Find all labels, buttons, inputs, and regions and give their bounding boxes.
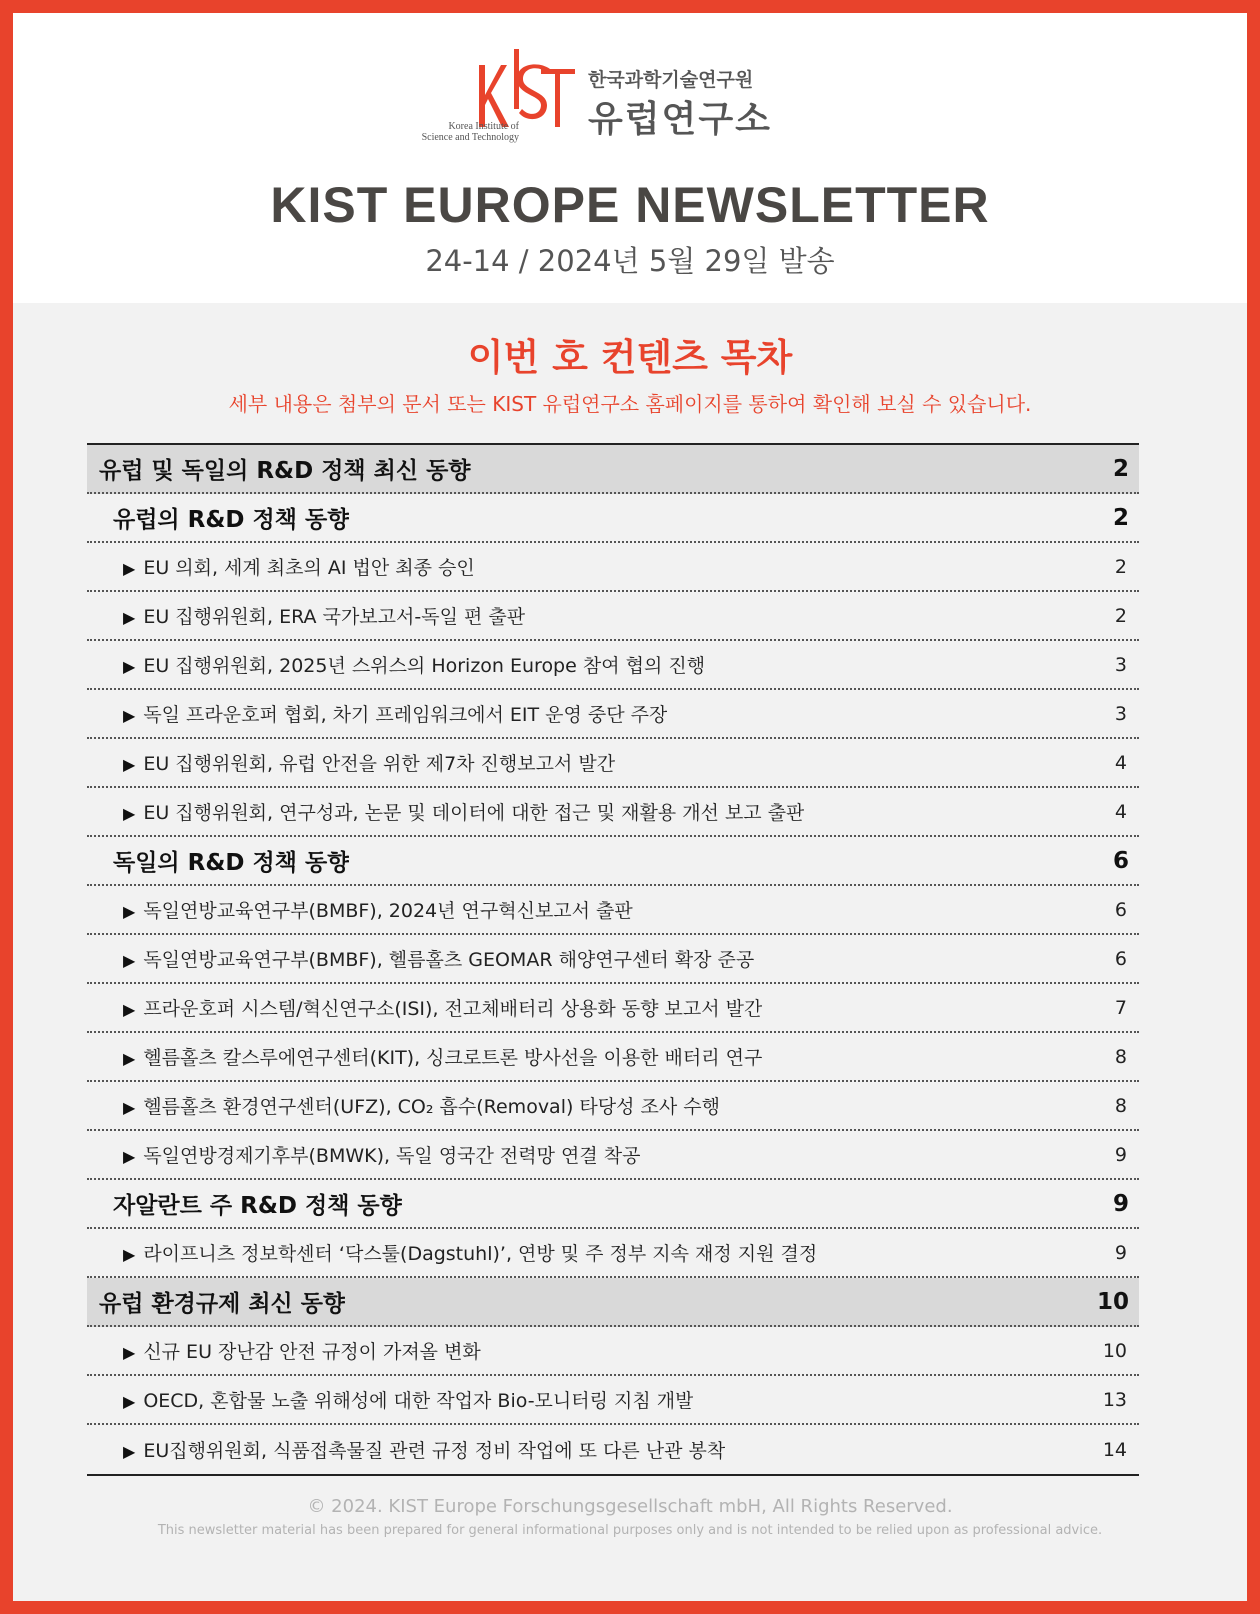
- toc-entry-text: 유럽 환경규제 최신 동향: [99, 1291, 346, 1317]
- toc-entry-text: 신규 EU 장난감 안전 규정이 가져올 변화: [143, 1341, 481, 1363]
- toc-entry-text: OECD, 혼합물 노출 위해성에 대한 작업자 Bio-모니터링 지침 개발: [143, 1390, 694, 1412]
- toc-entry-text: EU 집행위원회, 연구성과, 논문 및 데이터에 대한 접근 및 재활용 개선 보고 출판: [143, 802, 805, 824]
- newsletter-title: KIST EUROPE NEWSLETTER: [270, 177, 990, 233]
- toc-entry-title: [123, 1337, 481, 1364]
- toc-item[interactable]: [87, 935, 1139, 984]
- toc-item[interactable]: [87, 886, 1139, 935]
- toc-entry-title: [123, 1386, 693, 1413]
- toc-entry-text: EU 집행위원회, 유럽 안전을 위한 제7차 진행보고서 발간: [143, 753, 616, 775]
- toc-entry-text: 독일연방경제기후부(BMWK), 독일 영국간 전력망 연결 착공: [143, 1145, 641, 1167]
- toc-item[interactable]: [87, 1131, 1139, 1180]
- toc-entry-text: 라이프니츠 정보학센터 ‘닥스툴(Dagstuhl)’, 연방 및 주 정부 지속 재정 지원 결정: [143, 1243, 818, 1265]
- toc-page-number: 3: [1114, 653, 1127, 676]
- toc-entry-title: [123, 553, 475, 580]
- toc-entry-title: [123, 602, 525, 629]
- toc-entry-title: [113, 1187, 402, 1220]
- toc-entry-text: EU 집행위원회, 2025년 스위스의 Horizon Europe 참여 협의 진행: [143, 655, 706, 677]
- toc-item[interactable]: [87, 1229, 1139, 1278]
- toc-heading: 이번 호 컨텐츠 목차: [467, 336, 793, 379]
- toc-entry-title: [123, 798, 804, 825]
- toc-subsection[interactable]: [87, 1180, 1139, 1229]
- toc-entry-text: 독일 프라운호퍼 협회, 차기 프레임워크에서 EIT 운영 중단 주장: [143, 704, 668, 726]
- toc-item[interactable]: [87, 739, 1139, 788]
- toc-entry-text: 독일연방교육연구부(BMBF), 헬름홀츠 GEOMAR 해양연구센터 확장 준공: [143, 949, 755, 971]
- toc-subsection[interactable]: [87, 837, 1139, 886]
- toc-entry-text: 헬름홀츠 칼스루에연구센터(KIT), 싱크로트론 방사선을 이용한 배터리 연구: [143, 1047, 763, 1069]
- bullet-arrow-icon: ▶: [123, 951, 136, 970]
- logo-korean-subname: 유럽연구소: [588, 99, 772, 140]
- bullet-arrow-icon: ▶: [123, 902, 136, 921]
- toc-entry-title: [123, 1239, 817, 1266]
- toc-subheading: 세부 내용은 첨부의 문서 또는 KIST 유럽연구소 홈페이지를 통하여 확인해 보실 수 있습니다.: [228, 392, 1032, 416]
- bullet-arrow-icon: ▶: [123, 1245, 136, 1264]
- toc-page-number: 6: [1114, 898, 1127, 921]
- toc-section[interactable]: [87, 445, 1139, 494]
- toc-entry-text: 헬름홀츠 환경연구센터(UFZ), CO₂ 흡수(Removal) 타당성 조사 수행: [143, 1096, 720, 1118]
- bullet-arrow-icon: ▶: [123, 1098, 136, 1117]
- toc-page-number: 4: [1114, 800, 1127, 823]
- toc-item[interactable]: [87, 641, 1139, 690]
- toc-entry-title: [99, 1285, 345, 1318]
- bullet-arrow-icon: ▶: [123, 1343, 136, 1362]
- toc-page-number: 10: [1102, 1339, 1127, 1362]
- toc-subsection[interactable]: [87, 494, 1139, 543]
- toc-page-number: 3: [1114, 702, 1127, 725]
- toc-page-number: 9: [1112, 1190, 1129, 1217]
- toc-page-number: 2: [1114, 555, 1127, 578]
- toc-entry-title: [123, 896, 633, 923]
- toc-entry-title: [123, 1436, 725, 1463]
- toc-entry-text: 독일의 R&D 정책 동향: [113, 850, 350, 876]
- toc-entry-title: [123, 700, 667, 727]
- toc-item[interactable]: [87, 543, 1139, 592]
- logo-institute-name: Korea Institute of Science and Technology: [421, 121, 519, 143]
- toc-page-number: 13: [1102, 1388, 1127, 1411]
- toc-item[interactable]: [87, 1082, 1139, 1131]
- toc-page-number: 2: [1112, 455, 1129, 482]
- logo-korean-name: 한국과학기술연구원: [588, 69, 754, 91]
- toc-item[interactable]: [87, 788, 1139, 837]
- toc-entry-title: [123, 749, 615, 776]
- toc-entry-title: [123, 945, 754, 972]
- toc-page-number: 10: [1096, 1288, 1129, 1315]
- toc-section[interactable]: [87, 1278, 1139, 1327]
- toc-page-number: 2: [1112, 504, 1129, 531]
- toc-page-number: 8: [1114, 1045, 1127, 1068]
- toc-item[interactable]: [87, 1327, 1139, 1376]
- toc-entry-title: [123, 651, 705, 678]
- newsletter-issue-date: 24-14 / 2024년 5월 29일 발송: [425, 244, 835, 278]
- bullet-arrow-icon: ▶: [123, 1000, 136, 1019]
- kist-europe-logo: [401, 43, 801, 153]
- bullet-arrow-icon: ▶: [123, 755, 136, 774]
- toc-entry-text: EU집행위원회, 식품접촉물질 관련 규정 정비 작업에 또 다른 난관 봉착: [143, 1440, 726, 1462]
- toc-entry-title: [113, 501, 349, 534]
- toc-item[interactable]: [87, 1033, 1139, 1082]
- bullet-arrow-icon: ▶: [123, 804, 136, 823]
- toc-entry-title: [123, 1092, 720, 1119]
- toc-page-number: 2: [1114, 604, 1127, 627]
- toc-entry-title: [113, 844, 349, 877]
- bullet-arrow-icon: ▶: [123, 657, 136, 676]
- toc-item[interactable]: [87, 690, 1139, 739]
- toc-entry-title: [123, 994, 762, 1021]
- newsletter-header: [13, 13, 1247, 303]
- table-of-contents: [87, 443, 1139, 1476]
- toc-item[interactable]: [87, 1376, 1139, 1425]
- toc-item[interactable]: [87, 984, 1139, 1033]
- toc-entry-text: 독일연방교육연구부(BMBF), 2024년 연구혁신보고서 출판: [143, 900, 633, 922]
- toc-entry-text: EU 의회, 세계 최초의 AI 법안 최종 승인: [143, 557, 475, 579]
- bullet-arrow-icon: ▶: [123, 608, 136, 627]
- toc-entry-text: 프라운호퍼 시스템/혁신연구소(ISI), 전고체배터리 상용화 동향 보고서 발간: [143, 998, 763, 1020]
- toc-entry-text: 자알란트 주 R&D 정책 동향: [113, 1193, 402, 1219]
- toc-item[interactable]: [87, 592, 1139, 641]
- toc-entry-text: 유럽의 R&D 정책 동향: [113, 507, 350, 533]
- newsletter-page: [13, 13, 1247, 1601]
- footer-disclaimer: This newsletter material has been prepared for general informational purposes only and is not intended to be relied upon as professional advice.: [157, 1523, 1103, 1538]
- bullet-arrow-icon: ▶: [123, 1392, 136, 1411]
- toc-entry-title: [123, 1141, 640, 1168]
- bullet-arrow-icon: ▶: [123, 1442, 136, 1461]
- toc-page-number: 8: [1114, 1094, 1127, 1117]
- bullet-arrow-icon: ▶: [123, 1049, 136, 1068]
- toc-page-number: 6: [1112, 847, 1129, 874]
- toc-entry-text: 유럽 및 독일의 R&D 정책 최신 동향: [99, 458, 471, 484]
- footer-copyright: © 2024. KIST Europe Forschungsgesellschaft mbH, All Rights Reserved.: [307, 1496, 953, 1517]
- toc-page-number: 6: [1114, 947, 1127, 970]
- toc-entry-title: [99, 452, 471, 485]
- bullet-arrow-icon: ▶: [123, 1147, 136, 1166]
- toc-page-number: 4: [1114, 751, 1127, 774]
- bullet-arrow-icon: ▶: [123, 706, 136, 725]
- toc-page-number: 9: [1114, 1241, 1127, 1264]
- toc-page-number: 9: [1114, 1143, 1127, 1166]
- toc-entry-title: [123, 1043, 762, 1070]
- bullet-arrow-icon: ▶: [123, 559, 136, 578]
- toc-entry-text: EU 집행위원회, ERA 국가보고서-독일 편 출판: [143, 606, 526, 628]
- toc-page-number: 14: [1102, 1438, 1127, 1461]
- toc-item[interactable]: [87, 1425, 1139, 1474]
- toc-page-number: 7: [1114, 996, 1127, 1019]
